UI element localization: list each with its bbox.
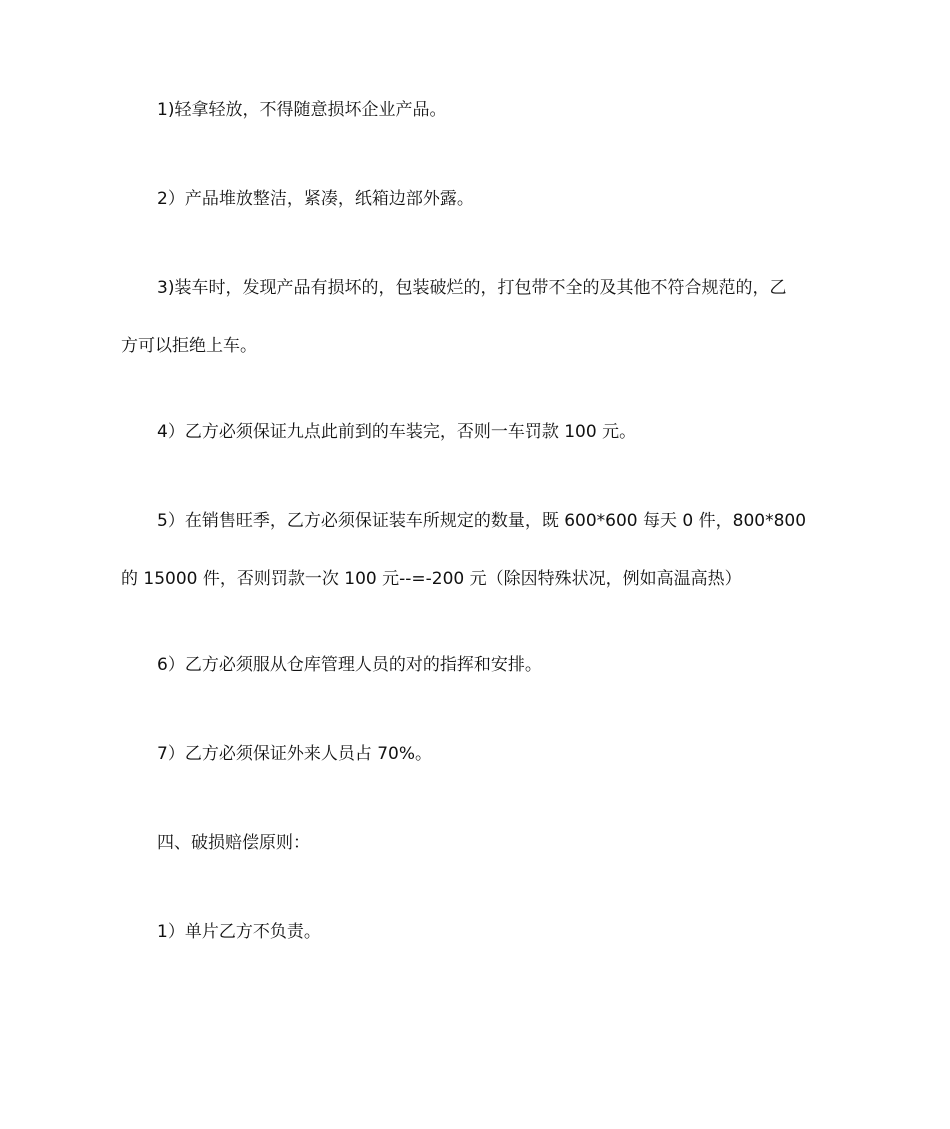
paragraph-rule-2-stacking bbox=[121, 170, 833, 228]
paragraph-compensation-rule-1 bbox=[121, 903, 833, 961]
paragraph-line: 1）单片乙方不负责。 bbox=[157, 922, 321, 942]
paragraph-rule-5-peak-season bbox=[121, 492, 833, 608]
paragraph-line: 6）乙方必须服从仓库管理人员的对的指挥和安排。 bbox=[157, 655, 542, 675]
paragraph-line: 2）产品堆放整洁，紧凑，纸箱边部外露。 bbox=[157, 189, 474, 209]
paragraph-rule-3-loading-check bbox=[121, 259, 833, 375]
paragraph-line: 的 15000 件，否则罚款一次 100 元--=-200 元（除因特殊状况，例如高温高热） bbox=[121, 569, 742, 589]
section-heading-damage-compensation bbox=[121, 814, 833, 872]
paragraph-line: 1)轻拿轻放，不得随意损坏企业产品。 bbox=[157, 100, 447, 120]
paragraph-line: 四、破损赔偿原则： bbox=[157, 833, 310, 853]
paragraph-line: 4）乙方必须保证九点此前到的车装完，否则一车罚款 100 元。 bbox=[157, 422, 637, 442]
paragraph-line: 7）乙方必须保证外来人员占 70%。 bbox=[157, 744, 433, 764]
paragraph-line: 3)装车时，发现产品有损坏的，包装破烂的，打包带不全的及其他不符合规范的，乙 bbox=[157, 278, 787, 298]
paragraph-rule-4-deadline bbox=[121, 403, 833, 461]
paragraph-rule-1-handle-gently bbox=[121, 81, 833, 139]
paragraph-line: 5）在销售旺季，乙方必须保证装车所规定的数量，既 600*600 每天 0 件，800*800 bbox=[157, 511, 807, 531]
paragraph-rule-7-external-staff bbox=[121, 725, 833, 783]
paragraph-rule-6-obey-management bbox=[121, 636, 833, 694]
paragraph-line: 方可以拒绝上车。 bbox=[121, 336, 257, 356]
